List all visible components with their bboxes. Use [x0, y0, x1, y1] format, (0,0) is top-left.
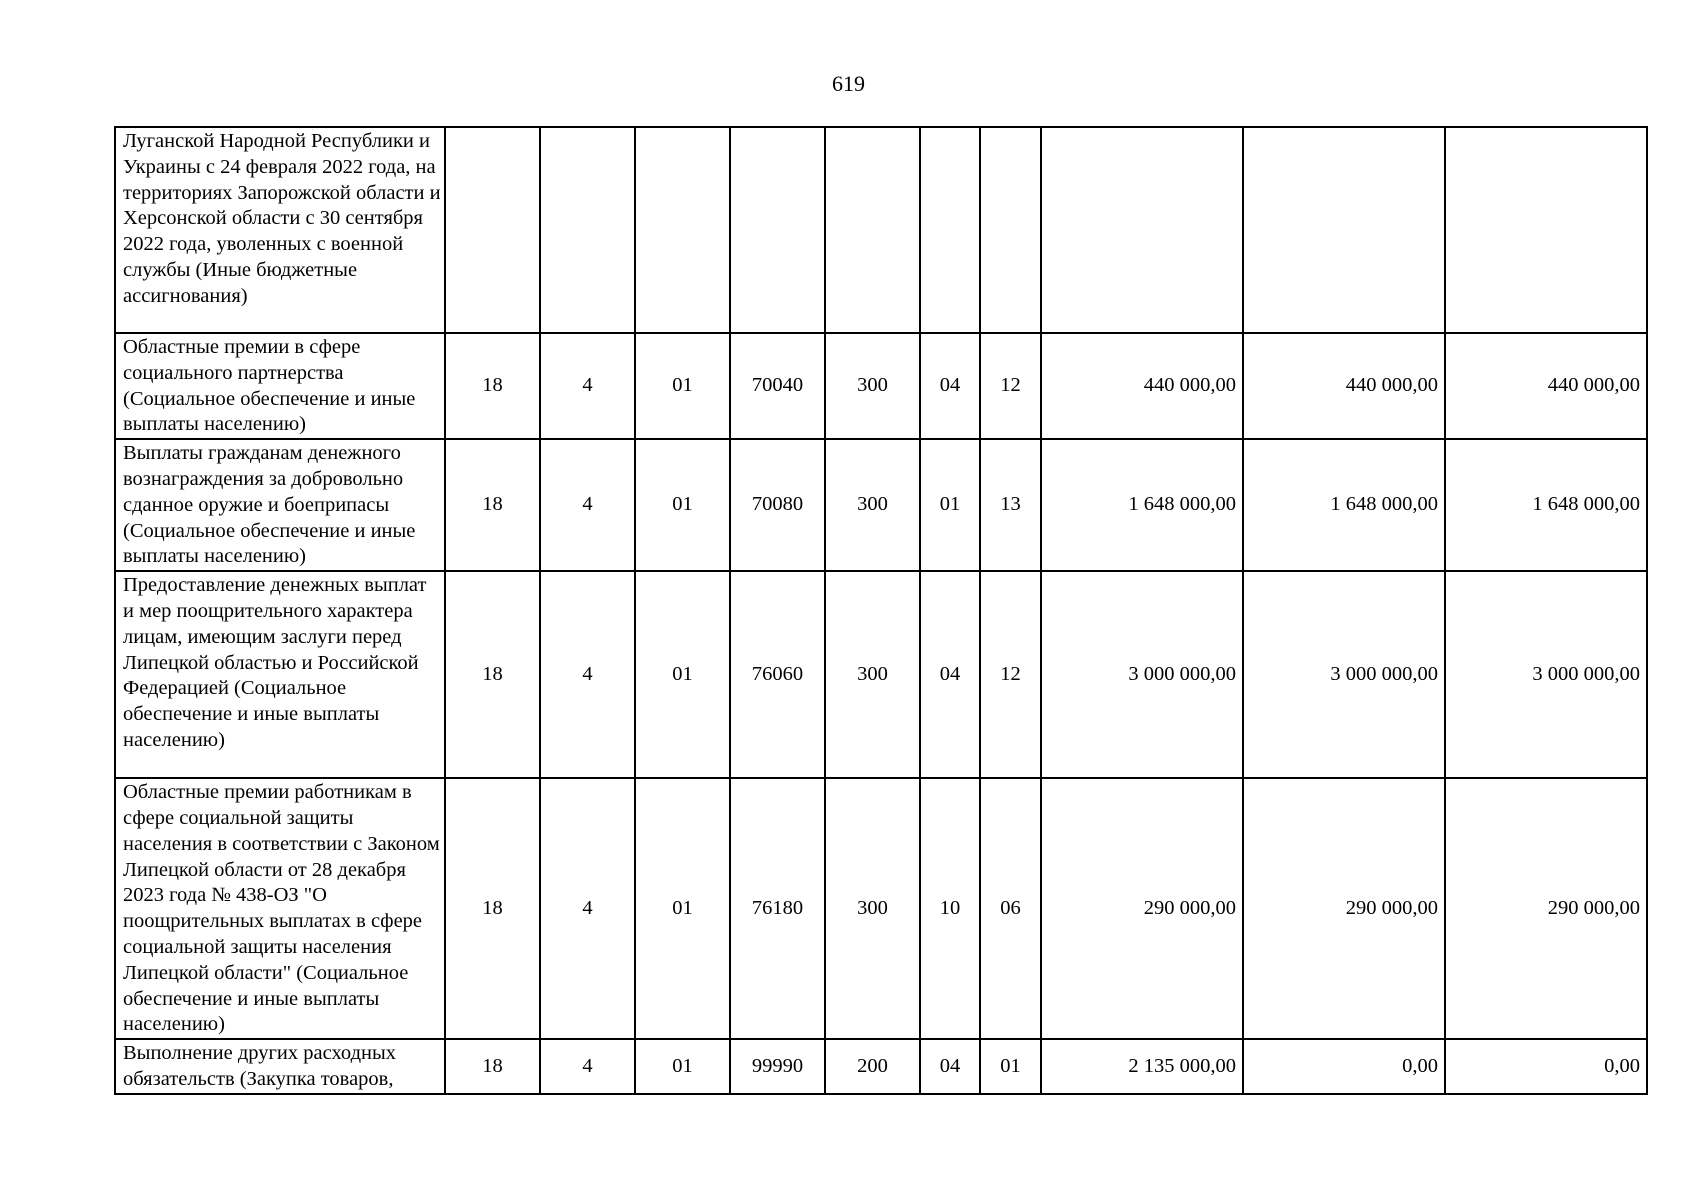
cell-code-4 [730, 127, 825, 333]
cell-code-3 [635, 127, 730, 333]
row-description: Областные премии в сфере социального партнерства (Социальное обеспечение и иные выплаты населению) [115, 333, 445, 439]
row-description: Выполнение других расходных обязательств (Закупка товаров, [115, 1039, 445, 1094]
cell-code-2: 4 [540, 439, 635, 571]
budget-table [114, 126, 1648, 1095]
cell-code-6: 04 [920, 1039, 980, 1094]
cell-amount-2: 1 648 000,00 [1243, 439, 1445, 571]
cell-code-4: 99990 [730, 1039, 825, 1094]
cell-code-6: 10 [920, 778, 980, 1039]
row-description: Луганской Народной Республики и Украины с 24 февраля 2022 года, на территориях Запорожской области и Херсонской области с 30 сентября 2022 года, уволенных с военной службы (Иные бюджетные ассигнования) [115, 127, 445, 333]
cell-code-2 [540, 127, 635, 333]
cell-amount-3 [1445, 127, 1647, 333]
cell-code-6: 04 [920, 571, 980, 778]
cell-code-5 [825, 127, 920, 333]
cell-code-2: 4 [540, 333, 635, 439]
cell-code-2: 4 [540, 571, 635, 778]
cell-code-4: 76180 [730, 778, 825, 1039]
cell-code-7: 12 [980, 571, 1041, 778]
cell-code-2: 4 [540, 778, 635, 1039]
page-number: 619 [832, 71, 865, 96]
cell-code-5: 300 [825, 778, 920, 1039]
cell-code-7: 12 [980, 333, 1041, 439]
cell-amount-3: 440 000,00 [1445, 333, 1647, 439]
cell-amount-3: 0,00 [1445, 1039, 1647, 1094]
cell-amount-2: 440 000,00 [1243, 333, 1445, 439]
cell-code-6: 01 [920, 439, 980, 571]
cell-code-4: 70040 [730, 333, 825, 439]
cell-code-3: 01 [635, 1039, 730, 1094]
cell-code-5: 300 [825, 571, 920, 778]
row-description: Областные премии работникам в сфере социальной защиты населения в соответствии с Законом Липецкой области от 28 декабря 2023 года № 438-ОЗ "О поощрительных выплатах в сфере социальной защиты населения Липецкой области" (Социальное обеспечение и иные выплаты населению) [115, 778, 445, 1039]
cell-code-1: 18 [445, 1039, 540, 1094]
cell-code-7 [980, 127, 1041, 333]
cell-amount-1 [1041, 127, 1243, 333]
cell-code-7: 13 [980, 439, 1041, 571]
table-row [115, 571, 1647, 778]
cell-code-1: 18 [445, 439, 540, 571]
cell-code-1: 18 [445, 778, 540, 1039]
cell-amount-1: 440 000,00 [1041, 333, 1243, 439]
cell-amount-1: 2 135 000,00 [1041, 1039, 1243, 1094]
cell-code-4: 76060 [730, 571, 825, 778]
table-row [115, 333, 1647, 439]
cell-code-3: 01 [635, 333, 730, 439]
cell-code-6: 04 [920, 333, 980, 439]
row-description: Выплаты гражданам денежного вознаграждения за добровольно сданное оружие и боеприпасы (Социальное обеспечение и иные выплаты населению) [115, 439, 445, 571]
cell-amount-3: 290 000,00 [1445, 778, 1647, 1039]
cell-code-5: 300 [825, 439, 920, 571]
cell-code-2: 4 [540, 1039, 635, 1094]
table-row [115, 778, 1647, 1039]
cell-amount-3: 1 648 000,00 [1445, 439, 1647, 571]
cell-code-1: 18 [445, 571, 540, 778]
cell-code-5: 200 [825, 1039, 920, 1094]
table-row [115, 439, 1647, 571]
cell-amount-2: 290 000,00 [1243, 778, 1445, 1039]
cell-code-3: 01 [635, 439, 730, 571]
cell-code-4: 70080 [730, 439, 825, 571]
table-row [115, 127, 1647, 333]
cell-code-7: 01 [980, 1039, 1041, 1094]
cell-code-6 [920, 127, 980, 333]
cell-code-1 [445, 127, 540, 333]
cell-amount-1: 3 000 000,00 [1041, 571, 1243, 778]
cell-code-5: 300 [825, 333, 920, 439]
cell-code-1: 18 [445, 333, 540, 439]
table-row [115, 1039, 1647, 1094]
cell-amount-3: 3 000 000,00 [1445, 571, 1647, 778]
cell-code-3: 01 [635, 778, 730, 1039]
row-description: Предоставление денежных выплат и мер поощрительного характера лицам, имеющим заслуги перед Липецкой областью и Российской Федерацией (Социальное обеспечение и иные выплаты населению) [115, 571, 445, 778]
cell-amount-1: 290 000,00 [1041, 778, 1243, 1039]
cell-amount-2: 0,00 [1243, 1039, 1445, 1094]
cell-amount-2 [1243, 127, 1445, 333]
cell-amount-2: 3 000 000,00 [1243, 571, 1445, 778]
cell-code-7: 06 [980, 778, 1041, 1039]
cell-amount-1: 1 648 000,00 [1041, 439, 1243, 571]
cell-code-3: 01 [635, 571, 730, 778]
